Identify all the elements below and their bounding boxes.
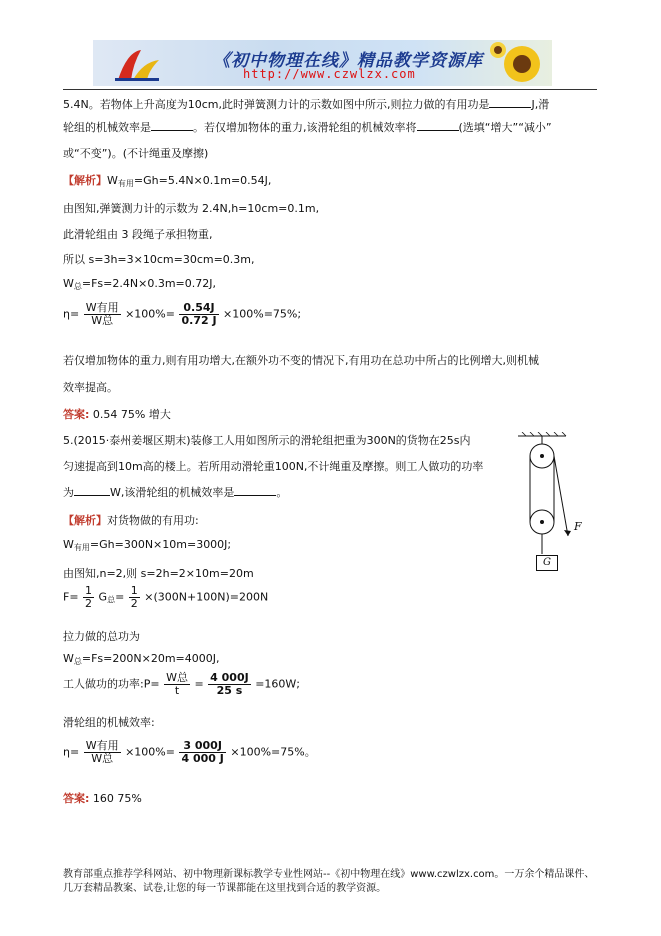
q5-line2: 匀速提高到10m高的楼上。若所用动滑轮重100N,不计绳重及摩擦。则工人做功的功率 — [63, 460, 484, 473]
q5-efficiency: η= $\frac{\text{W有用}}{\text{W总}}$ ×100%= $\frac{3 000J}{4 000 J}$ ×100%=75%。 — [63, 739, 316, 765]
q4-efficiency: η= $\frac{\text{W有用}}{\text{W总}}$ ×100%= $\frac{0.54J}{0.72 J}$ ×100%=75%; — [63, 301, 302, 327]
q5-power: 工人做功的功率:P= $\frac{\text{W总}}{t}$ = $\frac{4 000J}{25 s}$ =160W; — [63, 671, 301, 697]
q5-analysis-head: 【解析】对货物做的有用功: — [63, 514, 199, 527]
footer-line2: 几万套精品教案、试卷,让您的每一节课都能在这里找到合适的教学资源。 — [63, 883, 387, 894]
q4-step1: 由图知,弹簧测力计的示数为 2.4N,h=10cm=0.1m, — [63, 202, 320, 215]
sunflower-icon — [488, 40, 552, 86]
q5-total-work: $W_总=Fs=200N\times 20m=4000J$, — [63, 652, 220, 666]
q4-analysis-head: 【解析】$W_{有用}=Gh=5.4N\times 0.1m=0.54J$, — [63, 174, 272, 188]
header-rule — [63, 89, 597, 90]
q5-step1: 由图知,n=2,则 s=2h=2×10m=20m — [63, 567, 254, 580]
q5-force: F= $\frac{1}{2}$ $G_总=$ $\frac{1}{2}$ ×(300N+100N)=200N — [63, 584, 269, 610]
q4-step4a: 若仅增加物体的重力,则有用功增大,在额外功不变的情况下,有用功在总功中所占的比例增大,则机械 — [63, 354, 539, 367]
pulley-diagram — [514, 432, 584, 558]
q4-total-work: $W_总=Fs=2.4N\times 0.3m=0.72J$, — [63, 277, 216, 291]
footer-line1: 教育部重点推荐学科网站、初中物理新课标教学专业性网站--《初中物理在线》www.czwlzx.com。一万余个精品课件、 — [63, 869, 595, 880]
q5-useful-work: $W_{有用}=Gh=300N\times 10m=3000J$; — [63, 538, 232, 552]
q5-step3: 滑轮组的机械效率: — [63, 716, 155, 729]
footer — [63, 868, 603, 896]
q4-step3: 所以 s=3h=3×10cm=30cm=0.3m, — [63, 253, 255, 266]
q5-line3: 为 W,该滑轮组的机械效率是 。 — [63, 486, 288, 499]
q4-step2: 此滑轮组由 3 段绳子承担物重, — [63, 228, 213, 241]
q4-line2: 轮组的机械效率是 。若仅增加物体的重力,该滑轮组的机械效率将 (选填“增大”“减小” — [63, 121, 552, 134]
force-arrow — [564, 530, 571, 536]
header-banner — [93, 40, 552, 86]
q4-line3: 或“不变”)。(不计绳重及摩擦) — [63, 147, 209, 160]
q4-line1: 5.4N。若物体上升高度为10cm,此时弹簧测力计的示数如图中所示,则拉力做的有用功是 J,滑 — [63, 98, 550, 111]
load-box: G — [536, 555, 558, 571]
q5-step2: 拉力做的总功为 — [63, 630, 140, 643]
logo-icon — [113, 44, 163, 84]
q5-answer: 答案: 160 75% — [63, 792, 142, 805]
q4-answer: 答案: 0.54 75% 增大 — [63, 408, 171, 421]
banner-url[interactable]: http://www.czwlzx.com — [243, 67, 416, 81]
ceiling-hatch — [522, 432, 566, 436]
force-label: F — [574, 520, 582, 533]
q5-line1: 5.(2015·泰州姜堰区期末)装修工人用如图所示的滑轮组把重为300N的货物在25s内 — [63, 434, 471, 447]
banner-title: 《初中物理在线》精品教学资源库 — [213, 51, 483, 71]
rope-pull — [554, 456, 568, 536]
q4-step4b: 效率提高。 — [63, 381, 118, 394]
